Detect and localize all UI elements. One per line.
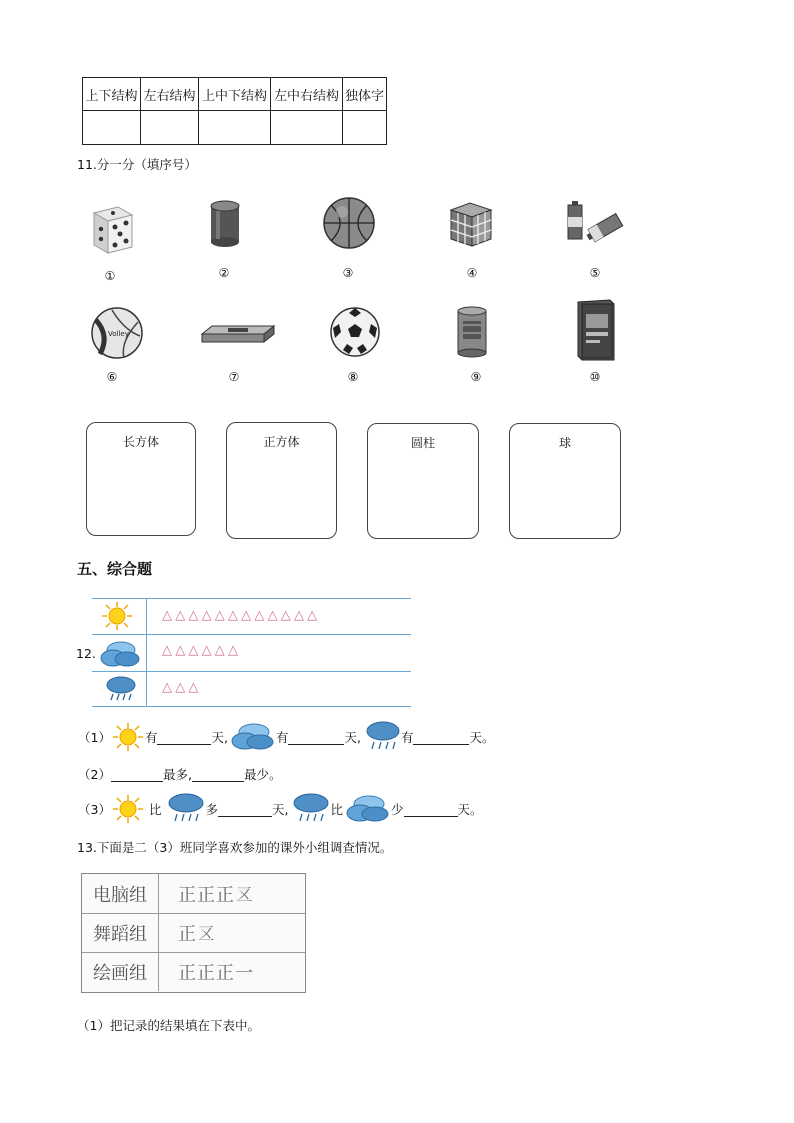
q13-title: 13.下面是二（3）班同学喜欢参加的课外小组调查情况。: [77, 840, 393, 855]
least-text: 最少。: [243, 767, 282, 782]
basketball-icon: [322, 196, 376, 250]
cloud-days-blank[interactable]: [288, 730, 344, 745]
tian-end-text: 天。: [457, 802, 483, 817]
most-blank[interactable]: [111, 767, 163, 782]
fewer-days-blank[interactable]: [404, 802, 458, 817]
item-label-6: ⑥: [106, 370, 118, 384]
rain-days-blank[interactable]: [413, 730, 469, 745]
header-duti: 独体字: [343, 78, 387, 111]
soccer-ball-icon: [329, 306, 381, 358]
item-label-10: ⑩: [589, 370, 601, 384]
tian-end-text: 天。: [469, 730, 495, 745]
structure-table: [82, 77, 387, 145]
answer-cell[interactable]: [141, 111, 199, 145]
part1-num: （1）: [78, 730, 111, 745]
has-text: 有: [275, 730, 289, 745]
group-name: 舞蹈组: [82, 913, 159, 952]
sun-days-blank[interactable]: [157, 730, 211, 745]
answer-cell[interactable]: [271, 111, 343, 145]
shao-text: 少: [390, 802, 404, 817]
box-sphere[interactable]: [509, 423, 621, 539]
header-zuozhongyou: 左中右结构: [271, 78, 343, 111]
cloud-icon: [230, 722, 276, 752]
item-label-3: ③: [342, 266, 354, 280]
tian-text: 天,: [344, 730, 361, 745]
rain-marks: △△△: [162, 680, 202, 695]
box-cube[interactable]: [226, 422, 337, 539]
volleyball-icon: [90, 306, 144, 360]
answer-cell[interactable]: [83, 111, 141, 145]
item-label-8: ⑧: [347, 370, 359, 384]
table-row: [82, 913, 305, 953]
header-zuoyou: 左右结构: [141, 78, 199, 111]
survey-table: [81, 873, 306, 993]
chart-line: [92, 706, 411, 707]
eraser-box-icon: [200, 322, 276, 346]
q12-part1: [78, 722, 494, 752]
item-label-5: ⑤: [589, 266, 601, 280]
item-label-7: ⑦: [228, 370, 240, 384]
rubiks-cube-icon: [448, 200, 494, 248]
box-cylinder-label: 圆柱: [410, 436, 435, 450]
table-row: [82, 952, 305, 991]
rain-icon: [105, 675, 137, 703]
item-label-9: ⑨: [470, 370, 482, 384]
header-shangzhongxia: 上中下结构: [199, 78, 271, 111]
book-icon: [574, 298, 616, 362]
cylinder-icon: [208, 199, 242, 249]
q13-sub1: （1）把记录的结果填在下表中。: [77, 1018, 260, 1033]
table-row: [82, 874, 305, 914]
section-title: 五、综合题: [77, 560, 153, 578]
sun-icon: [111, 794, 145, 824]
item-label-1: ①: [104, 269, 116, 283]
sun-icon: [101, 601, 133, 631]
box-cuboid-label: 长方体: [122, 435, 159, 449]
box-sphere-label: 球: [558, 436, 571, 450]
chart-line: [92, 634, 411, 635]
q12-number: 12.: [76, 646, 96, 661]
part3-num: （3）: [78, 802, 111, 817]
group-name: 电脑组: [82, 874, 159, 913]
dice-icon: [88, 203, 134, 255]
tally-marks: 正正正一: [178, 962, 254, 984]
tally-marks: 正𠄡: [178, 923, 216, 945]
cloud-icon: [345, 794, 391, 824]
answer-cell[interactable]: [199, 111, 271, 145]
bi-text: 比: [148, 802, 162, 817]
tian-text: 天,: [211, 730, 228, 745]
part2-num: （2）: [78, 767, 111, 782]
q12-part3: [78, 792, 483, 826]
box-cuboid[interactable]: [86, 422, 196, 536]
tally-marks: 正正正𠄡: [178, 884, 254, 906]
most-text: 最多,: [162, 767, 192, 782]
item-label-2: ②: [218, 266, 230, 280]
group-name: 绘画组: [82, 952, 159, 991]
item-label-4: ④: [466, 266, 478, 280]
duo-text: 多: [205, 802, 218, 817]
bi-text: 比: [330, 802, 343, 817]
more-days-blank[interactable]: [218, 802, 272, 817]
box-cylinder[interactable]: [367, 423, 479, 539]
rain-icon: [167, 793, 205, 825]
q12-part2: [78, 764, 281, 784]
cloud-marks: △△△△△△: [162, 643, 242, 658]
q11-title: 11.分一分（填序号）: [77, 157, 197, 172]
least-blank[interactable]: [192, 767, 244, 782]
tian-text: 天,: [271, 802, 289, 817]
can-icon: [455, 305, 489, 359]
rain-icon: [365, 721, 401, 753]
battery-icon: [560, 199, 624, 247]
header-shangxia: 上下结构: [83, 78, 141, 111]
has-text: 有: [400, 730, 414, 745]
box-cube-label: 正方体: [263, 435, 300, 449]
cloud-icon: [99, 640, 141, 668]
answer-cell[interactable]: [343, 111, 387, 145]
sun-icon: [111, 722, 145, 752]
chart-line: [92, 598, 411, 599]
chart-line: [92, 671, 411, 672]
chart-divider: [146, 598, 147, 706]
svg-text:Volley: Volley: [108, 330, 129, 338]
rain-icon: [292, 793, 330, 825]
sun-marks: △△△△△△△△△△△△: [162, 608, 321, 623]
has-text: 有: [144, 730, 158, 745]
